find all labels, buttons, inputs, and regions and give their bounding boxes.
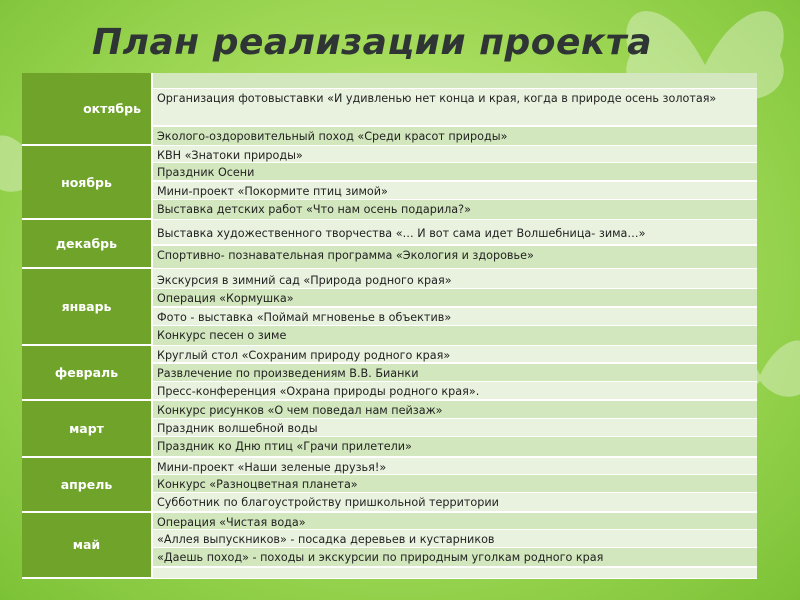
activity-cell: Праздник Осени (153, 163, 757, 181)
page-title: План реализации проекта (92, 22, 653, 63)
project-plan-table (22, 73, 757, 579)
month-cell: ноябрь (22, 146, 153, 220)
month-cell: март (22, 401, 153, 458)
month-cell: апрель (22, 458, 153, 513)
activity-cell: Конкурс песен о зиме (153, 326, 757, 346)
activity-cell: Конкурс рисунков «О чем поведал нам пейзаж» (153, 401, 757, 419)
activity-cell: Эколого-оздоровительный поход «Среди красот природы» (153, 127, 757, 146)
activity-cell: Организация фотовыставки «И удивленью нет конца и края, когда в природе осень золотая» (153, 89, 757, 126)
month-cell: январь (22, 269, 153, 346)
activity-cell: Спортивно- познавательная программа «Экология и здоровье» (153, 246, 757, 269)
activity-cell: Операция «Чистая вода» (153, 513, 757, 530)
activity-cell: «Аллея выпускников» - посадка деревьев и кустарников (153, 530, 757, 548)
activity-cell: Праздник волшебной воды (153, 419, 757, 437)
activity-cell: Выставка детских работ «Что нам осень подарила?» (153, 200, 757, 220)
activity-cell: Операция «Кормушка» (153, 289, 757, 307)
activity-cell: Развлечение по произведениям В.В. Бианки (153, 364, 757, 382)
activity-cell: «Даешь поход» - походы и экскурсии по природным уголкам родного края (153, 548, 757, 567)
activity-cell: Круглый стол «Сохраним природу родного края» (153, 346, 757, 363)
activity-cell: Фото - выставка «Поймай мгновенье в объектив» (153, 308, 757, 326)
activity-cell: КВН «Знатоки природы» (153, 146, 757, 163)
activity-cell (153, 568, 757, 579)
activity-cell: Выставка художественного творчества «… И вот сама идет Волшебница- зима…» (153, 220, 757, 245)
month-cell: октябрь (22, 73, 153, 146)
activity-cell: Пресс-конференция «Охрана природы родного края». (153, 382, 757, 400)
month-cell: февраль (22, 346, 153, 400)
activity-cell: Конкурс «Разноцветная планета» (153, 475, 757, 493)
activity-cell: Праздник ко Дню птиц «Грачи прилетели» (153, 437, 757, 457)
activity-cell: Мини-проект «Покормите птиц зимой» (153, 182, 757, 200)
activity-cell: Экскурсия в зимний сад «Природа родного края» (153, 269, 757, 289)
month-cell: май (22, 513, 153, 579)
activity-cell: Субботник по благоустройству пришкольной территории (153, 493, 757, 512)
month-cell: декабрь (22, 220, 153, 269)
activity-cell (153, 73, 757, 89)
activity-cell: Мини-проект «Наши зеленые друзья!» (153, 458, 757, 475)
